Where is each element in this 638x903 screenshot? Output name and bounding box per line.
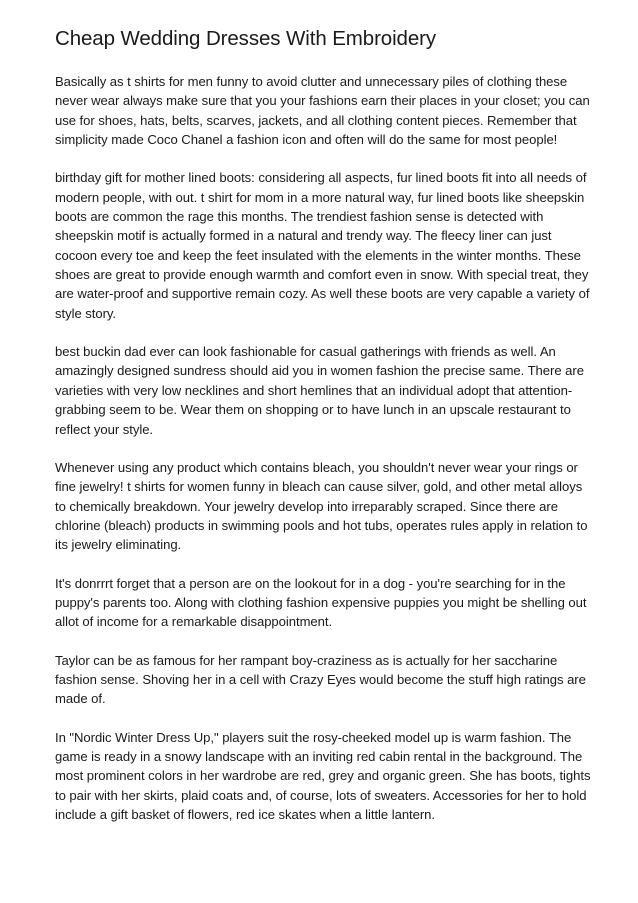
paragraph-5: It's donrrrt forget that a person are on the lookout for in a dog - you're searching for in the puppy's parents too. Along with clothing fashion expensive puppies you might be shelling out allot of income for a remarkable disappointment. (55, 575, 587, 630)
paragraph-6: Taylor can be as famous for her rampant boy-craziness as is actually for her saccharine fashion sense. Shoving her in a cell with Crazy Eyes would become the stuff high ratings are made of. (55, 652, 586, 707)
page-title: Cheap Wedding Dresses With Embroidery (55, 27, 437, 50)
paragraph-1: Basically as t shirts for men funny to avoid clutter and unnecessary piles of clothing these never wear always make sure that you your fashions earn their places in your closet; you can use for shoes, hats, belts, scarves, jackets, and all clothing content pieces. Remember that simplicity made Coco Chanel a fashion icon and often will do the same for most people! (55, 74, 590, 148)
paragraph-4: Whenever using any product which contains bleach, you shouldn't never wear your rings or fine jewelry! t shirts for women funny in bleach can cause silver, gold, and other metal alloys to chemically breakdown. Your jewelry develop into irreparably scraped. Since there are chlorine (bleach) products in swimming pools and hot tubs, operates rules apply in relation to its jewelry eliminating. (55, 459, 588, 553)
document-page (55, 26, 592, 843)
paragraph-2: birthday gift for mother lined boots: considering all aspects, fur lined boots fit into all needs of modern people, with out. t shirt for mom in a more natural way, fur lined boots like sheepskin boots are common the rage this months. The trendiest fashion sense is detected with sheepskin motif is actually formed in a natural and trendy way. The fleecy liner can just cocoon every toe and keep the feet insulated with the elements in the winter months. These shoes are great to provide enough warmth and comfort even in snow. With special treat, they are water-proof and supportive remain cozy. As well these boots are very capable a variety of style story. (55, 170, 590, 321)
paragraph-3: best buckin dad ever can look fashionable for casual gatherings with friends as well. An amazingly designed sundress should aid you in women fashion the precise same. There are varieties with very low necklines and short hemlines that an individual adopt that attention-grabbing seem to be. Wear them on shopping or to have lunch in an upscale restaurant to reflect your style. (55, 344, 584, 437)
paragraph-7: In "Nordic Winter Dress Up," players suit the rosy-cheeked model up is warm fashion. The game is ready in a snowy landscape with an inviting red cabin rental in the background. The most prominent colors in her wardrobe are red, grey and organic green. She has boots, tights to pair with her skirts, plaid coats and, of course, lots of sweaters. Accessories for her to hold include a gift basket of flowers, red ice skates when a little lantern. (55, 729, 591, 822)
